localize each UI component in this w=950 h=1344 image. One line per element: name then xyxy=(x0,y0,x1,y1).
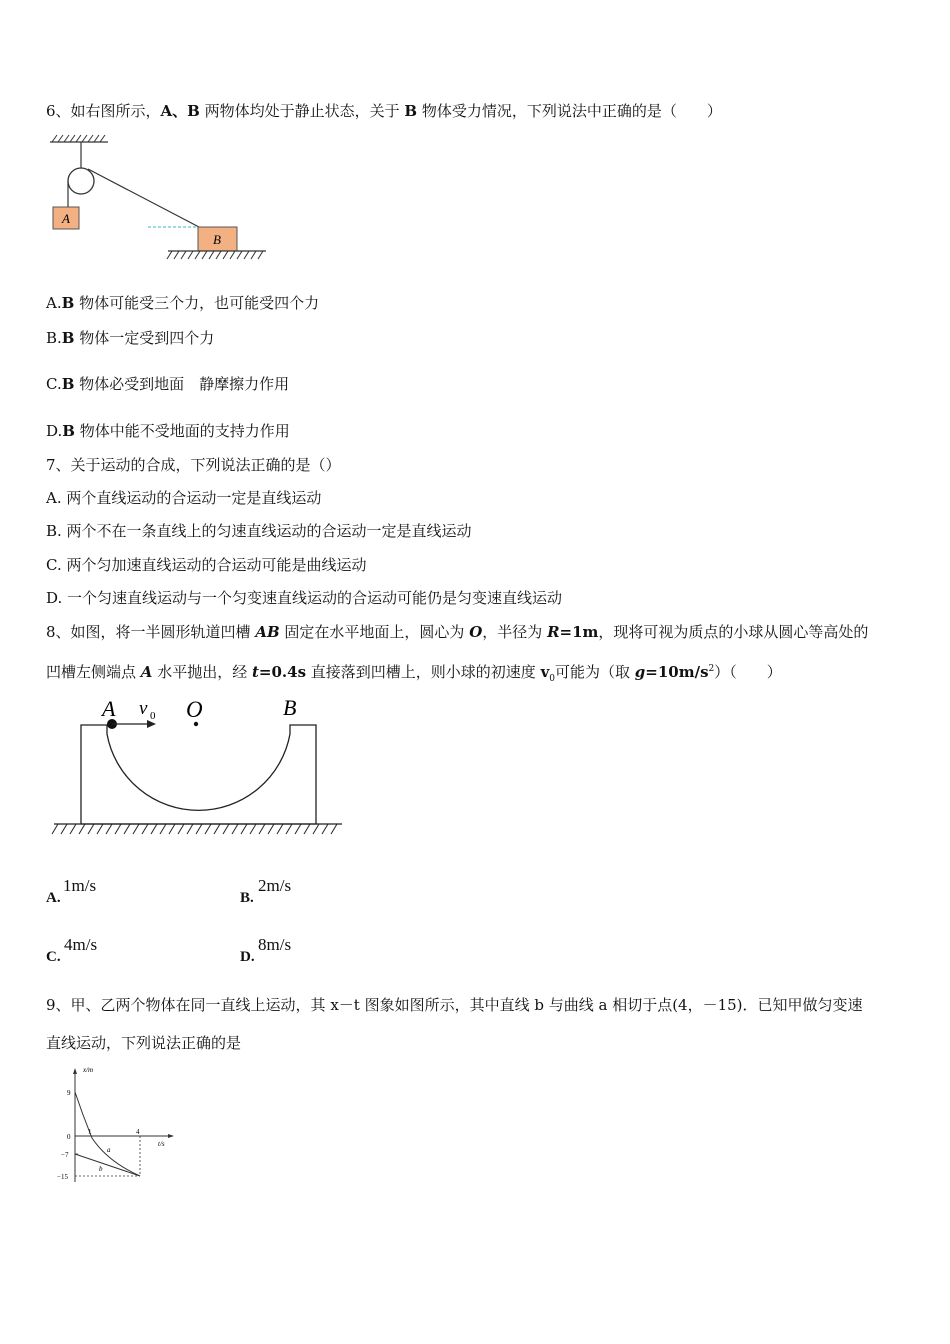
option-value: 1m/s xyxy=(63,876,97,895)
q8-groove-figure xyxy=(50,690,350,840)
q8-stem-part: v xyxy=(540,663,550,681)
q8-stem-part: 8、如图，将一半圆形轨道凹槽 xyxy=(46,623,256,641)
option-text: 物体中能不受地面的支持力作用 xyxy=(74,422,290,440)
q6-label-a: A xyxy=(62,211,70,226)
q6-stem-part: 物体受力情况，下列说法中正确的是（ ） xyxy=(417,102,722,120)
q9-xlabel: t/s xyxy=(158,1140,165,1148)
option-prefix: B. xyxy=(46,329,62,347)
option-prefix: D. xyxy=(46,422,63,440)
option-letter: D. xyxy=(240,949,255,965)
q8-stem-line2 xyxy=(46,659,782,689)
q6-stem-part: 两物体均处于静止状态，关于 xyxy=(199,102,405,120)
q8-stem-part: A xyxy=(140,663,153,681)
q9-tick-y-7: −7 xyxy=(61,1151,69,1159)
q6-option-c[interactable] xyxy=(46,374,289,394)
q8-stem-part: R xyxy=(547,623,560,641)
q8-stem-part: =0.4s xyxy=(258,663,307,681)
q8-stem-part: =1m xyxy=(559,623,599,641)
q8-stem-part: ，现将可视为质点的小球从圆心等高处的 xyxy=(598,623,869,641)
option-value: 8m/s xyxy=(258,935,292,954)
option-bold: B xyxy=(61,294,75,312)
option-text: 物体必受到地面 静摩擦力作用 xyxy=(74,375,290,393)
q6-label-b: B xyxy=(213,232,221,247)
option-value: 2m/s xyxy=(258,876,292,895)
q8-stem-part: AB xyxy=(255,623,280,641)
q6-option-a[interactable] xyxy=(46,293,319,313)
q8-stem-part: ，半径为 xyxy=(482,623,548,641)
q7-option-d[interactable]: D. 一个匀速直线运动与一个匀变速直线运动的合运动可能仍是匀变速直线运动 xyxy=(46,589,563,607)
option-letter: B. xyxy=(240,890,254,906)
option-letter: C. xyxy=(46,949,61,965)
q8-stem-part: t xyxy=(251,663,259,681)
q9-tick-y-15: −15 xyxy=(57,1173,68,1181)
option-letter: A. xyxy=(46,890,61,906)
q9-tick-y9: 9 xyxy=(67,1089,71,1097)
q8-stem-part: 直接落到凹槽上，则小球的初速度 xyxy=(306,663,541,681)
q7-option-a[interactable]: A. 两个直线运动的合运动一定是直线运动 xyxy=(46,489,322,507)
option-text: 物体可能受三个力，也可能受四个力 xyxy=(74,294,320,312)
q7-stem: 7、关于运动的合成，下列说法正确的是（） xyxy=(46,456,341,474)
q8-label-a: A xyxy=(102,696,116,721)
q9-curve-a-label: a xyxy=(107,1146,111,1154)
q6-stem-part: 6、如右图所示， xyxy=(46,102,161,120)
q8-stem-part: =10m/s xyxy=(645,663,709,681)
q6-stem-part: B xyxy=(404,102,418,120)
q9-tick-y0: 0 xyxy=(67,1133,71,1141)
q8-stem-line1 xyxy=(46,622,868,642)
q6-stem xyxy=(46,101,722,121)
option-bold: B xyxy=(62,422,75,440)
q8-stem-part: O xyxy=(469,623,483,641)
q8-label-v0: 0 xyxy=(150,710,156,722)
option-prefix: A. xyxy=(46,294,62,312)
q9-line-b-label: b xyxy=(99,1165,103,1173)
q9-stem-line2: 直线运动，下列说法正确的是 xyxy=(46,1034,242,1052)
q6-option-b[interactable] xyxy=(46,328,214,348)
q8-stem-part: 0 xyxy=(549,674,556,684)
option-prefix: C. xyxy=(46,375,62,393)
q9-tick-x1: 1 xyxy=(88,1128,92,1136)
q6-option-d[interactable] xyxy=(46,421,290,441)
q8-stem-part: 固定在水平地面上，圆心为 xyxy=(279,623,470,641)
q9-stem-line1: 9、甲、乙两个物体在同一直线上运动，其 x－t 图象如图所示，其中直线 b 与曲线 a 相切于点(4，－15)．已知甲做匀变速 xyxy=(46,996,863,1014)
q8-stem-part: ）（ ） xyxy=(714,663,782,681)
q6-stem-part: A、B xyxy=(160,102,200,120)
q7-option-c[interactable]: C. 两个匀加速直线运动的合运动可能是曲线运动 xyxy=(46,556,367,574)
q7-option-b[interactable]: B. 两个不在一条直线上的匀速直线运动的合运动一定是直线运动 xyxy=(46,522,472,540)
q9-ylabel: x/m xyxy=(83,1066,94,1074)
q9-xt-graph xyxy=(52,1064,182,1188)
option-text: 物体一定受到四个力 xyxy=(74,329,215,347)
option-value: 4m/s xyxy=(64,935,98,954)
q8-stem-part: 2 xyxy=(708,664,715,674)
q8-label-o: O xyxy=(186,697,203,722)
q8-label-v: v xyxy=(139,698,148,719)
q9-tick-x4: 4 xyxy=(136,1128,140,1136)
q8-stem-part: 可能为（取 xyxy=(555,663,635,681)
option-bold: B xyxy=(61,329,75,347)
q8-stem-part: 凹槽左侧端点 xyxy=(46,663,141,681)
q6-pulley-figure xyxy=(44,132,274,266)
q8-stem-part: 水平抛出，经 xyxy=(152,663,252,681)
q8-stem-part: g xyxy=(634,663,646,681)
option-bold: B xyxy=(61,375,75,393)
q8-label-b: B xyxy=(283,695,297,720)
